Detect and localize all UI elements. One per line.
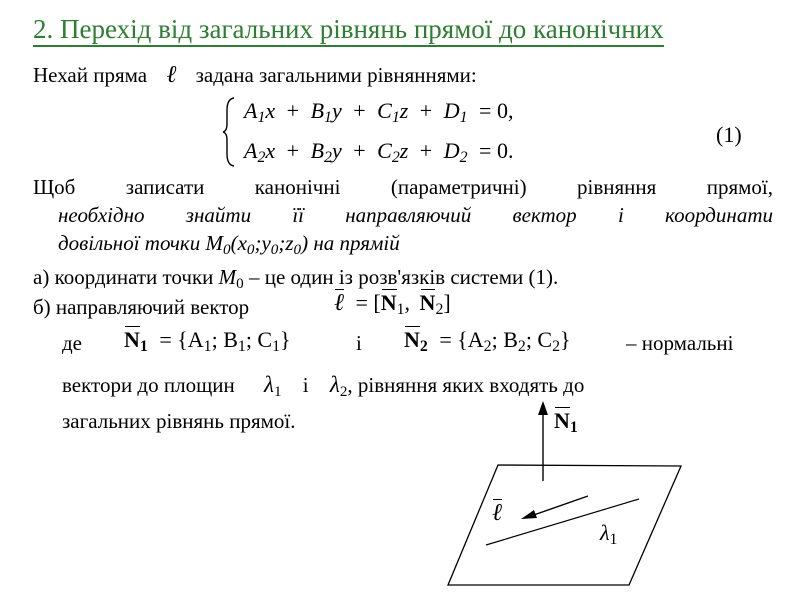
normal-label: $N_1$ [554,408,578,436]
normals-and: і [356,331,362,355]
plane-label: $\lambda_1$ [600,520,618,548]
normals-de: де [62,331,83,355]
normal-n2-formula: $N_2 = \{A_2$; $B_2$; $C_2$} [404,327,571,355]
line-symbol: ℓ [166,62,177,88]
intro-line [33,62,477,88]
system-equation-2: $A_2x + B_2y + C_2z + D_2 = 0$. [244,138,514,166]
normals-line2: вектори до площин $\lambda_1$ і $\lambda_2$, рівняння яких входять до [62,372,585,400]
para1-line3: довільної точки $M_0(x_0;y_0;z_0)$ на прямій [58,231,400,258]
system-brace [222,96,236,168]
direction-vector-formula: ℓ = [$N_1$, $N_2$] [334,290,451,318]
system-equation-1: $A_1x + B_1y + C_1z + D_1 = 0$, [244,98,514,126]
item-a: а) координати точки $M_0$ – це один із розв'язків системи (1). [33,265,559,292]
slide-title: 2. Перехід від загальних рівнянь прямої до канонічних [33,14,664,47]
plane-shape [448,465,681,585]
para1-line2: необхідно знайти її направляючий вектор і координати [58,203,773,227]
intro-text-before: Нехай пряма [33,63,148,87]
normal-arrowhead [538,401,548,415]
intro-text-after: задана загальними рівняннями: [195,63,477,87]
vector-label: ℓ [492,500,502,526]
normals-dash-text: – нормальні [626,331,734,355]
normals-line3: загальних рівнянь прямої. [62,409,296,433]
item-b: б) направляючий вектор [33,295,250,319]
equation-number: (1) [716,122,742,147]
normal-n1-formula: $N_1 = \{A_1$; $B_1$; $C_1$} [124,327,291,355]
para1-line1: Щоб записати канонічні (параметричні) рівняння прямої, [33,175,773,199]
